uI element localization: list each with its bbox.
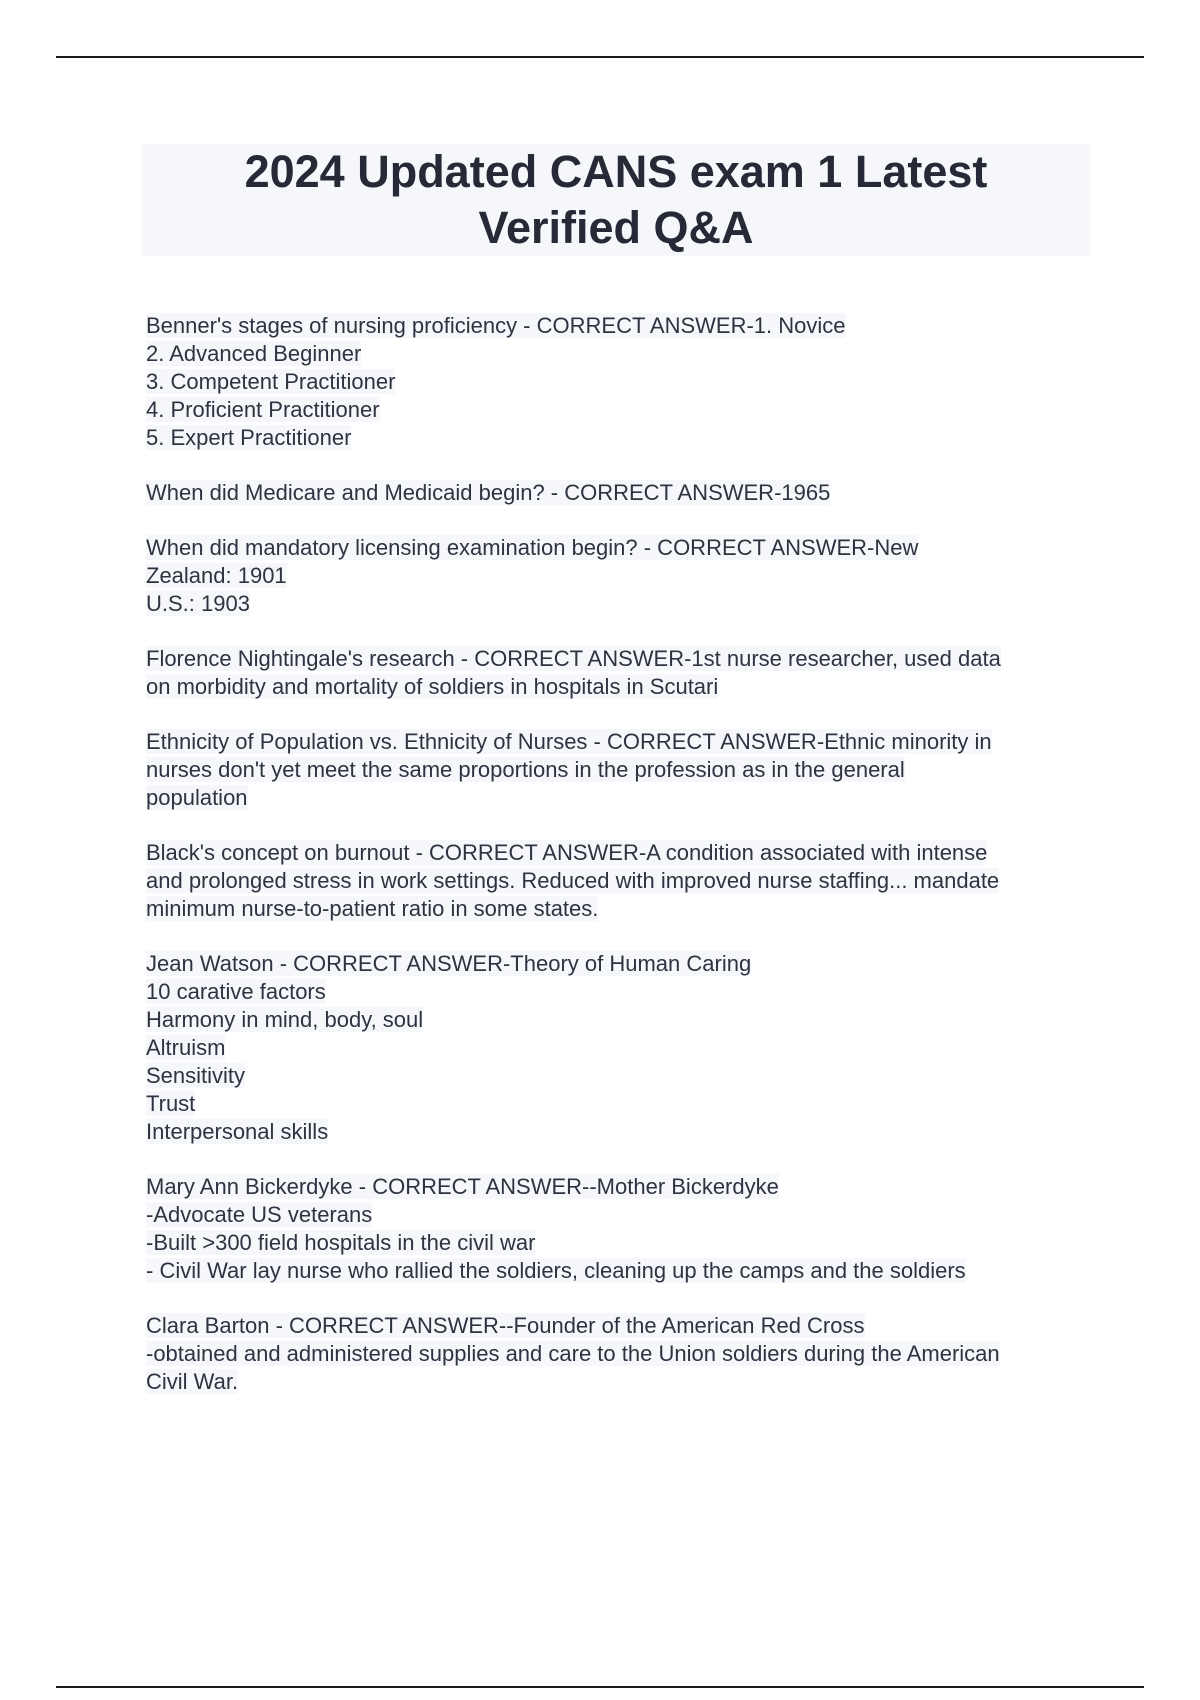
qa-answer-line [146, 562, 1096, 590]
qa-question-line [146, 479, 1096, 507]
qa-answer-line [146, 1118, 1096, 1146]
qa-text: Sensitivity [146, 1063, 246, 1088]
document-title [142, 144, 1090, 256]
title-line: 2024 Updated CANS exam 1 Latest [244, 146, 988, 197]
qa-question-line [146, 645, 1096, 673]
qa-answer-line [146, 1090, 1096, 1118]
qa-text: U.S.: 1903 [146, 591, 250, 616]
qa-entry [146, 479, 1096, 507]
qa-entry [146, 1312, 1096, 1396]
qa-question-line [146, 839, 1096, 867]
title-line: Verified Q&A [478, 202, 754, 253]
qa-entry [146, 312, 1096, 452]
qa-text: on morbidity and mortality of soldiers in hospitals in Scutari [146, 674, 719, 699]
qa-text: Florence Nightingale's research - CORRECT ANSWER-1st nurse researcher, used data [146, 646, 1001, 671]
qa-answer-line [146, 1257, 1096, 1285]
qa-entry [146, 1173, 1096, 1285]
qa-text: 2. Advanced Beginner [146, 341, 362, 366]
qa-answer-line [146, 895, 1096, 923]
qa-text: When did mandatory licensing examination begin? - CORRECT ANSWER-New [146, 535, 919, 560]
qa-answer-line [146, 1368, 1096, 1396]
qa-answer-line [146, 424, 1096, 452]
qa-answer-line [146, 1340, 1096, 1368]
qa-text: and prolonged stress in work settings. Reduced with improved nurse staffing... mandate [146, 868, 1000, 893]
qa-text: -Advocate US veterans [146, 1202, 373, 1227]
top-rule [56, 56, 1144, 58]
qa-answer-line [146, 784, 1096, 812]
qa-text: Black's concept on burnout - CORRECT ANSWER-A condition associated with intense [146, 840, 988, 865]
qa-text: 4. Proficient Practitioner [146, 397, 380, 422]
qa-text: - Civil War lay nurse who rallied the soldiers, cleaning up the camps and the soldiers [146, 1258, 966, 1283]
qa-text: Ethnicity of Population vs. Ethnicity of Nurses - CORRECT ANSWER-Ethnic minority in [146, 729, 992, 754]
qa-answer-line [146, 396, 1096, 424]
qa-text: Altruism [146, 1035, 226, 1060]
qa-text: population [146, 785, 248, 810]
qa-answer-line [146, 340, 1096, 368]
qa-text: Mary Ann Bickerdyke - CORRECT ANSWER--Mother Bickerdyke [146, 1174, 779, 1199]
qa-question-line [146, 728, 1096, 756]
qa-text: 3. Competent Practitioner [146, 369, 396, 394]
qa-text: Zealand: 1901 [146, 563, 287, 588]
qa-text: -Built >300 field hospitals in the civil war [146, 1230, 536, 1255]
qa-answer-line [146, 978, 1096, 1006]
qa-answer-line [146, 1034, 1096, 1062]
qa-answer-line [146, 1062, 1096, 1090]
qa-question-line [146, 1173, 1096, 1201]
qa-answer-line [146, 1006, 1096, 1034]
qa-answer-line [146, 368, 1096, 396]
qa-question-line [146, 534, 1096, 562]
qa-entry [146, 534, 1096, 618]
bottom-rule [56, 1686, 1144, 1688]
qa-text: Jean Watson - CORRECT ANSWER-Theory of Human Caring [146, 951, 752, 976]
qa-text: Civil War. [146, 1369, 239, 1394]
qa-answer-line [146, 1201, 1096, 1229]
qa-answer-line [146, 756, 1096, 784]
qa-entry [146, 839, 1096, 923]
qa-question-line [146, 950, 1096, 978]
qa-text: minimum nurse-to-patient ratio in some states. [146, 896, 599, 921]
qa-answer-line [146, 590, 1096, 618]
qa-answer-line [146, 1229, 1096, 1257]
qa-answer-line [146, 867, 1096, 895]
qa-list [146, 312, 1096, 1423]
qa-text: Harmony in mind, body, soul [146, 1007, 424, 1032]
qa-answer-line [146, 673, 1096, 701]
qa-text: Interpersonal skills [146, 1119, 329, 1144]
qa-entry [146, 950, 1096, 1146]
qa-entry [146, 645, 1096, 701]
qa-question-line [146, 1312, 1096, 1340]
qa-text: nurses don't yet meet the same proportions in the profession as in the general [146, 757, 905, 782]
qa-text: When did Medicare and Medicaid begin? - CORRECT ANSWER-1965 [146, 480, 831, 505]
qa-text: Benner's stages of nursing proficiency - CORRECT ANSWER-1. Novice [146, 313, 846, 338]
qa-question-line [146, 312, 1096, 340]
qa-text: 10 carative factors [146, 979, 326, 1004]
qa-text: -obtained and administered supplies and care to the Union soldiers during the American [146, 1341, 1000, 1366]
qa-text: Trust [146, 1091, 196, 1116]
qa-text: Clara Barton - CORRECT ANSWER--Founder of the American Red Cross [146, 1313, 865, 1338]
qa-text: 5. Expert Practitioner [146, 425, 352, 450]
qa-entry [146, 728, 1096, 812]
